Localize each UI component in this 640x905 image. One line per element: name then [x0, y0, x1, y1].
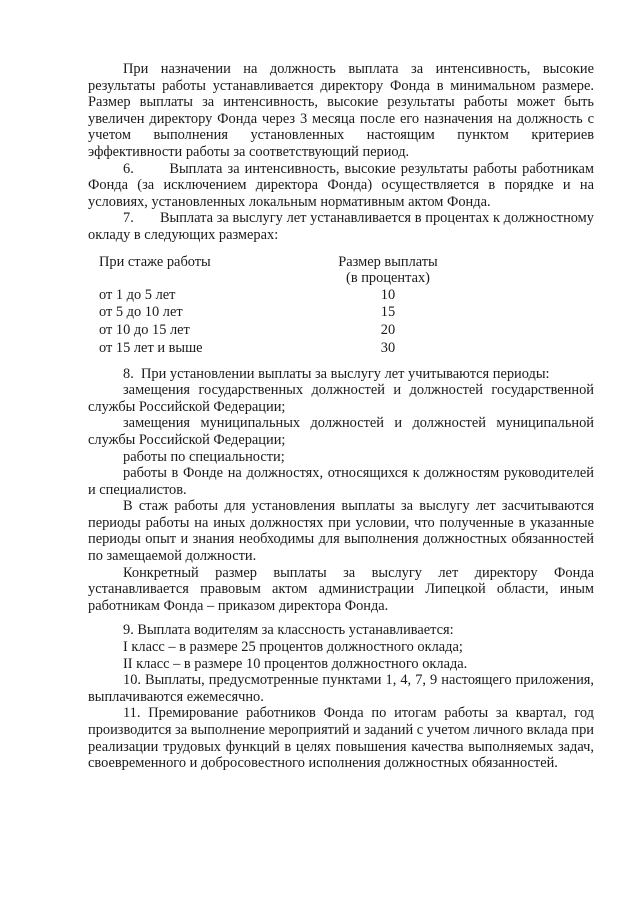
paragraph-specialty-work: работы по специальности;: [123, 448, 285, 465]
spacer: [88, 614, 594, 622]
paragraph-municipal-service: замещения муниципальных должностей и должностей муниципальной службы Российской Федерации;: [88, 415, 594, 448]
table-cell-percent: 20: [380, 321, 396, 338]
document-page: [88, 61, 594, 772]
seniority-table-col-period: [99, 254, 211, 358]
table-cell-period: от 15 лет и выше: [99, 339, 203, 356]
paragraph-class-2: II класс – в размере 10 процентов должностного оклада.: [123, 655, 468, 672]
paragraph-item-10: 10. Выплаты, предусмотренные пунктами 1, 4, 7, 9 настоящего приложения, выплачиваются ежемесячно.: [88, 672, 594, 705]
paragraph-fund-positions: работы в Фонде на должностях, относящихся к должностям руководителей и специалистов.: [88, 465, 594, 498]
table-cell-percent: 15: [380, 304, 396, 321]
paragraph-item-8: 8. При установлении выплаты за выслугу лет учитываются периоды:: [123, 365, 550, 382]
paragraph-other-positions: В стаж работы для установления выплаты за выслугу лет засчитываются периоды работы на иных должностях при условии, что полученные в указанные периоды опыт и знания необходимы для выполнения должностных обязанностей по замещаемой должности.: [88, 498, 594, 565]
table-cell-period: от 10 до 15 лет: [99, 321, 190, 338]
paragraph-item-7: 7. Выплата за выслугу лет устанавливается в процентах к должностному окладу в следующих размерах:: [88, 210, 594, 243]
seniority-table-col-percent: [333, 254, 443, 358]
paragraph-item-6: 6. Выплата за интенсивность, высокие результаты работы работникам Фонда (за исключением директора Фонда) осуществляется в порядке и на условиях, установленных локальным нормативным актом Фонда.: [88, 160, 594, 210]
paragraph-class-1: I класс – в размере 25 процентов должностного оклада;: [123, 639, 463, 656]
table-cell-period: от 5 до 10 лет: [99, 304, 183, 321]
table-cell-percent: 30: [380, 339, 396, 356]
table-header-percent: Размер выплаты: [338, 253, 438, 270]
table-cell-percent: 10: [380, 286, 396, 303]
seniority-table: [88, 254, 594, 354]
table-header-period: При стаже работы: [99, 253, 211, 270]
paragraph-item-9: 9. Выплата водителям за классность устанавливается:: [123, 622, 454, 639]
table-cell-period: от 1 до 5 лет: [99, 286, 176, 303]
table-header-percent-unit: (в процентах): [346, 270, 430, 287]
paragraph-appointment-bonus: При назначении на должность выплата за интенсивность, высокие результаты работы устанавливается директору Фонда в минимальном размере. Размер выплаты за интенсивность, высокие результаты работы может быть увеличен директору Фонда через 3 месяца после его назначения на должность с учетом выполнения установленных настоящим пунктом критериев эффективности работы за соответствующий период.: [88, 61, 594, 160]
paragraph-state-service: замещения государственных должностей и должностей государственной службы Российской Федерации;: [88, 382, 594, 415]
paragraph-item-11: 11. Премирование работников Фонда по итогам работы за квартал, год производится за выполнение мероприятий и заданий с учетом личного вклада при реализации трудовых функций в целях повышения качества выполняемых задач, своевременного и добросовестного исполнения должностных обязанностей.: [88, 705, 594, 772]
paragraph-specific-amount: Конкретный размер выплаты за выслугу лет директору Фонда устанавливается правовым актом администрации Липецкой области, иным работникам Фонда – приказом директора Фонда.: [88, 564, 594, 614]
